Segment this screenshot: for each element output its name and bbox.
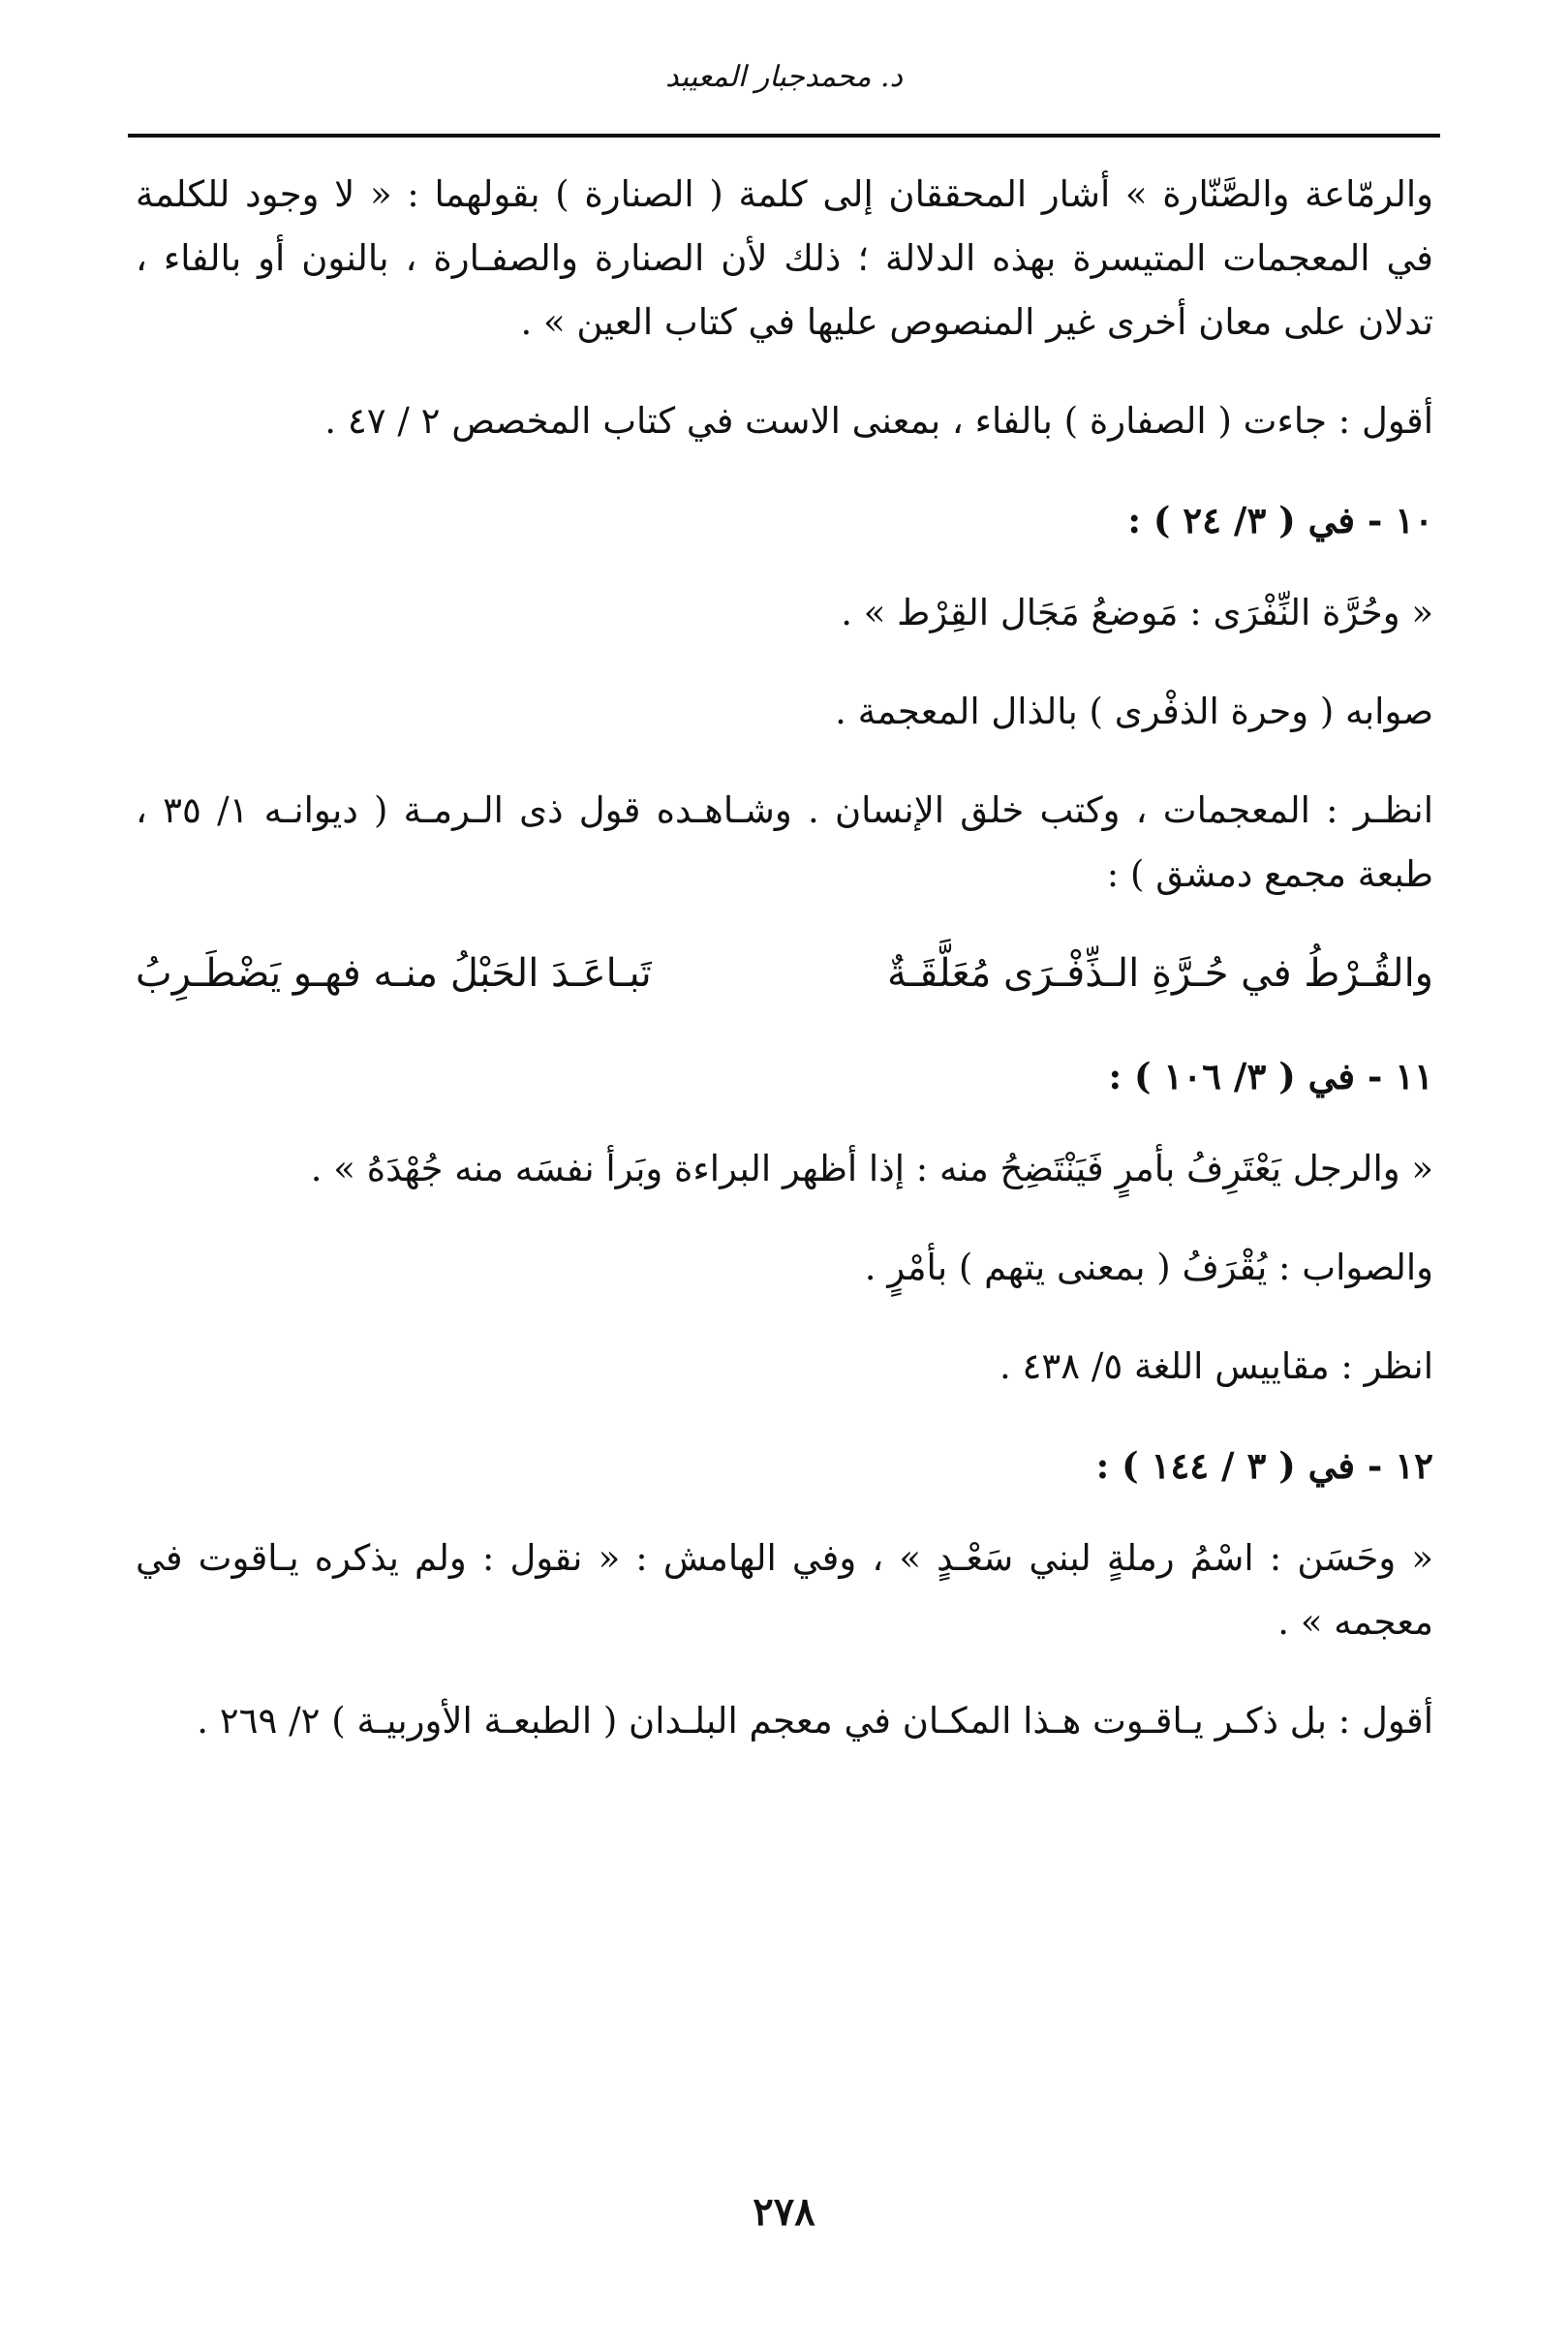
page-body [136, 163, 1433, 1788]
page-number: ٢٧٨ [753, 2189, 815, 2235]
paragraph: والصواب : يُقْرَفُ ( بمعنى يتهم ) بأمْرٍ . [864, 1247, 1433, 1288]
paragraph: انظر : مقاييس اللغة ٥/ ٤٣٨ . [999, 1345, 1433, 1387]
quotation: « والرجل يَعْتَرِفُ بأمرٍ فَيَنْتَضِحُ منه : إذا أظهر البراءة وبَرأ نفسَه منه جُهْدَهُ » . [310, 1148, 1433, 1189]
paragraph: انظـر : المعجمات ، وكتب خلق الإنسان . وشـاهـده قول ذى الـرمـة ( ديوانـه ١/ ٣٥ ، طبعة مجمع دمشق ) : [136, 789, 1434, 895]
entry-heading-11: ١١ - في ( ٣/ ١٠٦ ) : [1108, 1055, 1433, 1097]
quotation: « وحَسَن : اسْمُ رملةٍ لبني سَعْـدٍ » ، وفي الهامش : « نقول : ولم يذكره يـاقوت في معجمه » . [136, 1537, 1433, 1643]
header-rule [128, 134, 1440, 138]
paragraph: صوابه ( وحرة الذفْرى ) بالذال المعجمة . [835, 691, 1433, 732]
entry-heading-12: ١٢ - في ( ٣ / ١٤٤ ) : [1095, 1444, 1433, 1487]
entry-heading-10: ١٠ - في ( ٣/ ٢٤ ) : [1127, 499, 1433, 541]
paragraph: أقول : جاءت ( الصفارة ) بالفاء ، بمعنى الاست في كتاب المخصص ٢ / ٤٧ . [324, 400, 1433, 442]
paragraph: أقول : بل ذكـر يـاقـوت هـذا المكـان في معجم البلـدان ( الطبعـة الأوربيـة ) ٢/ ٢٦٩ . [197, 1700, 1433, 1742]
verse-first-hemistich: والقُـرْطُ في حُـرَّةِ الـذِّفْـرَى مُعَلَّقَـةٌ [886, 951, 1433, 996]
verse-second-hemistich: تَبـاعَـدَ الحَبْلُ منـه فهـو يَضْطَـرِبُ [136, 951, 652, 996]
running-head: د. محمدجبار المعيبد [665, 60, 903, 94]
poetry-verse [136, 941, 1433, 1005]
paragraph: والرمّاعة والصَّنّارة » أشار المحققان إلى كلمة ( الصنارة ) بقولهما : « لا وجود للكلمة في المعجمات المتيسرة بهذه الدلالة ؛ ذلك لأن الصنارة والصفـارة ، بالنون أو بالفاء ، تدلان على معان أخرى غير المنصوص عليها في كتاب العين » . [136, 173, 1433, 343]
quotation: « وحُرَّة النِّفْرَى : مَوضعُ مَجَال القِرْط » . [841, 592, 1433, 633]
